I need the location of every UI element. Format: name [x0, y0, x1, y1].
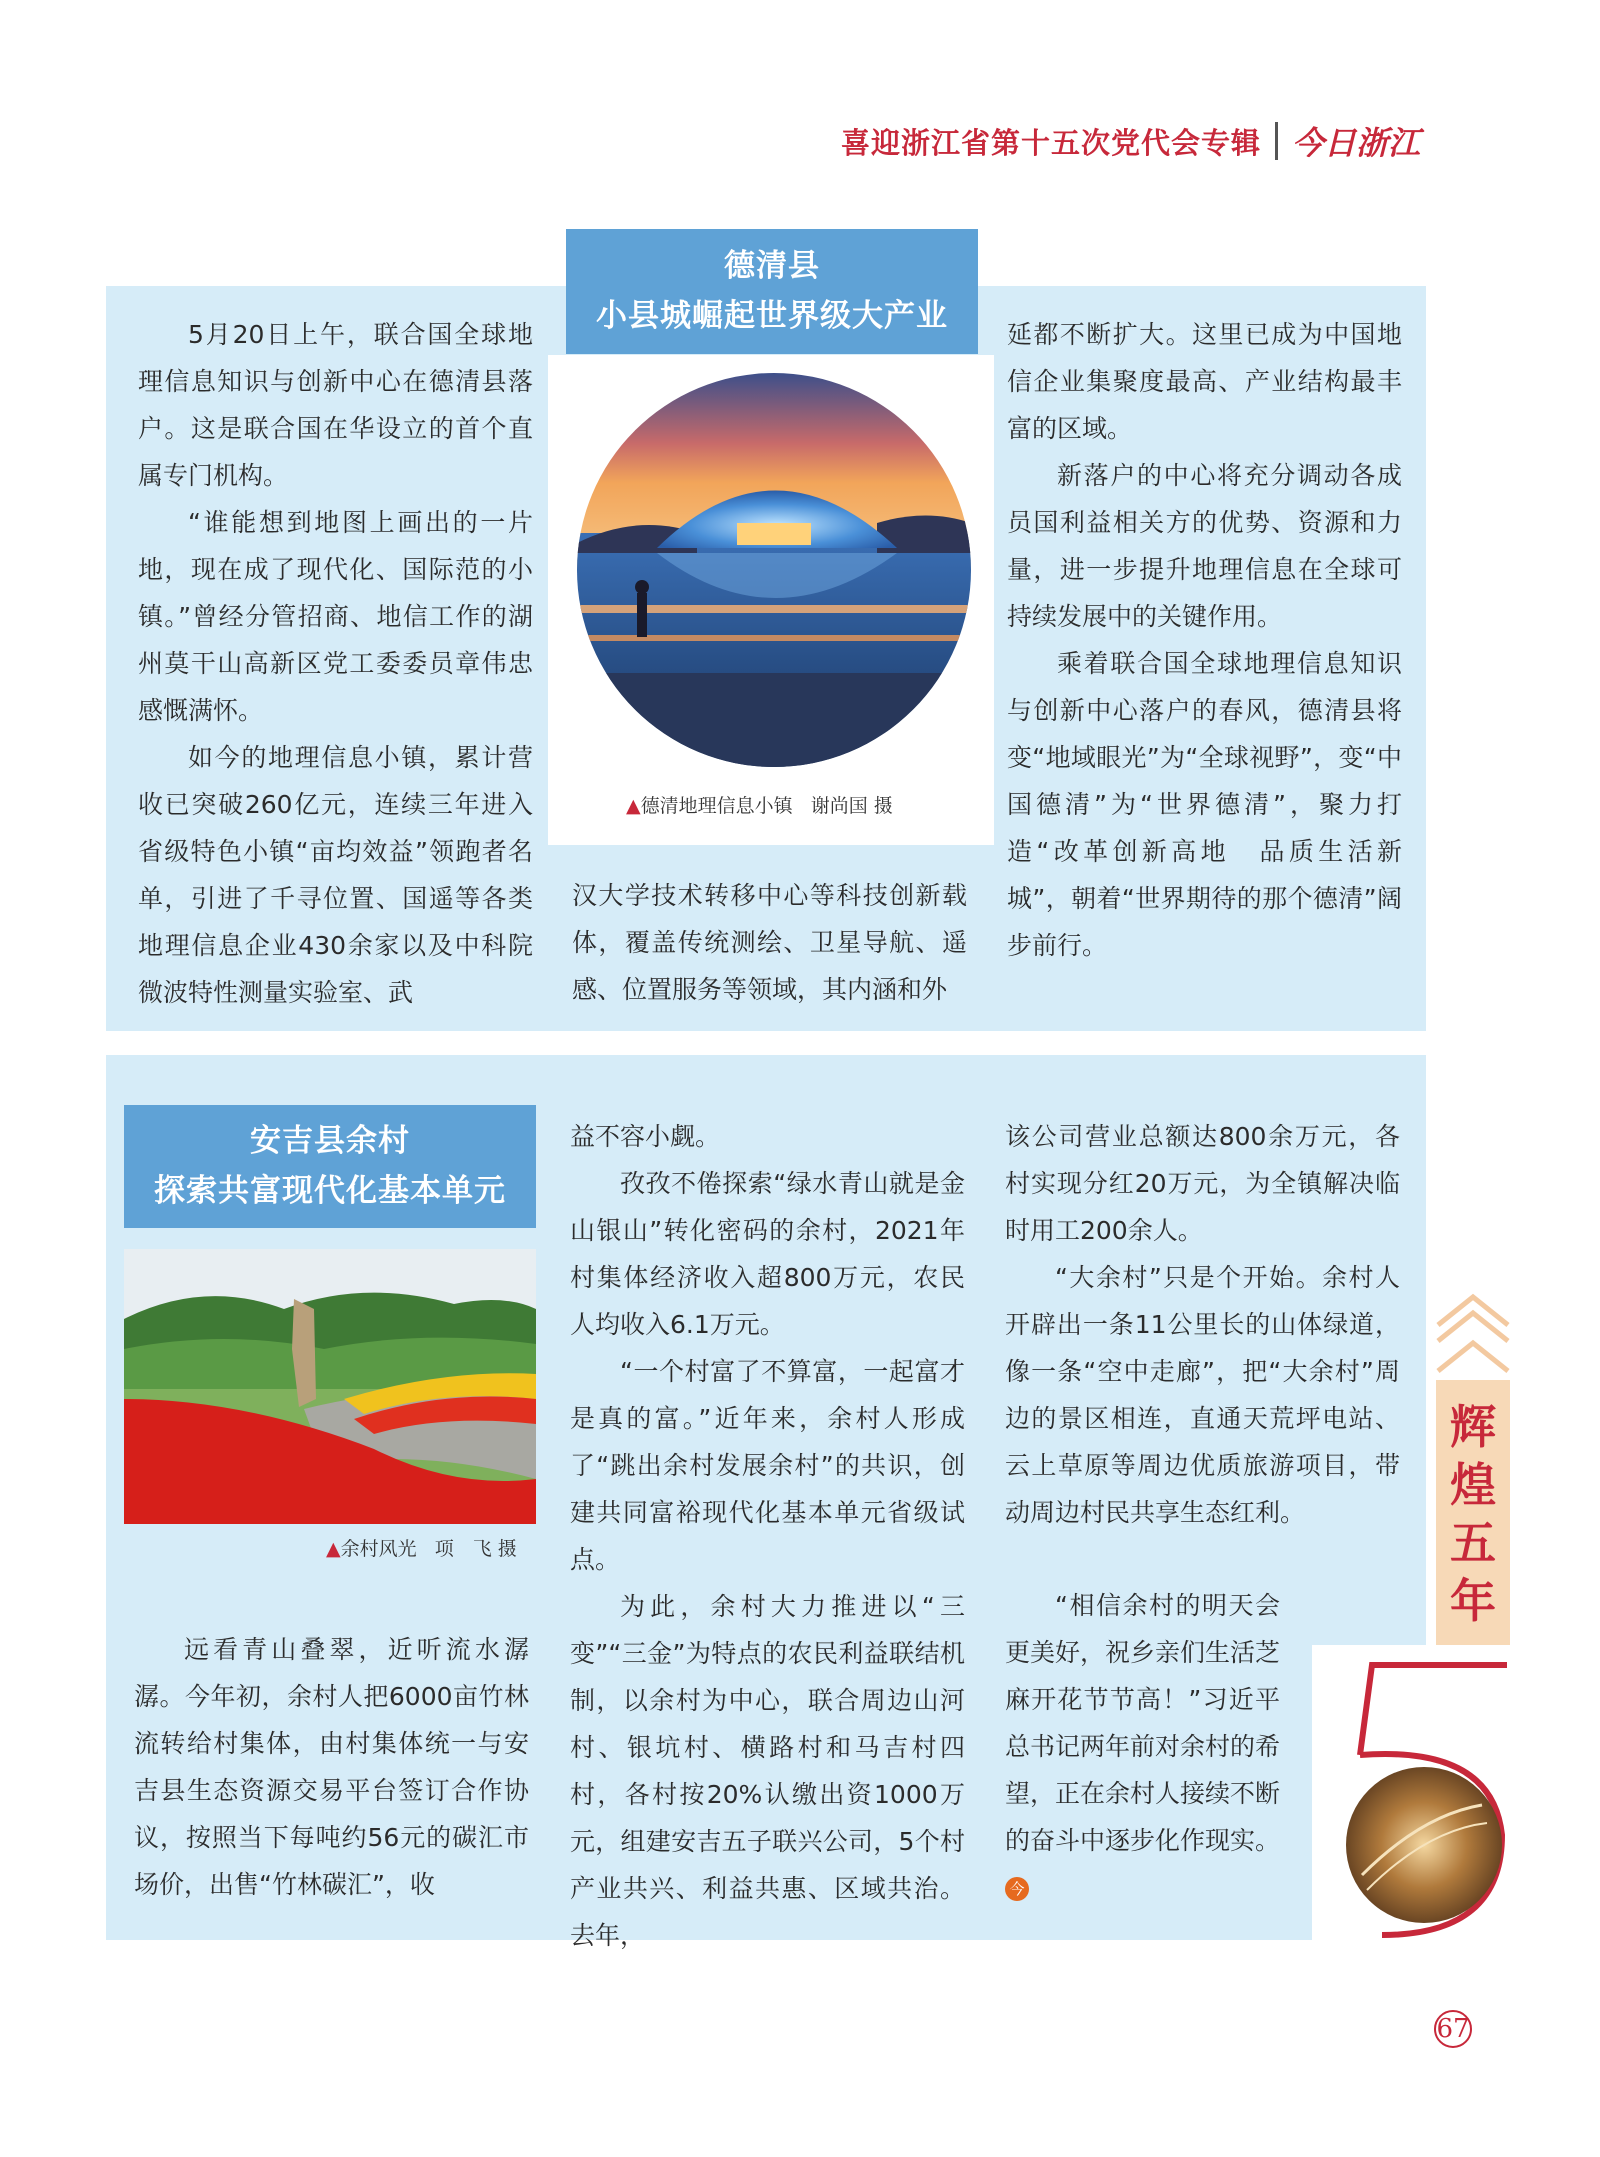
deqing-column-3: [1007, 311, 1402, 969]
yucun-column-1: [134, 1626, 529, 1908]
yucun-photo-caption: [326, 1534, 517, 1561]
deqing-photo-caption: [626, 791, 893, 818]
yucun-title-line1: 安吉县余村: [250, 1123, 410, 1159]
deqing-c3-para3: 乘着联合国全球地理信息知识与创新中心落户的春风，德清县将变“地域眼光”为“全球视野”，变“中国德清”为“世界德清”，聚力打造“改革创新高地 品质生活新城”，朝着“世界期待的那个德清”阔步前行。: [1007, 649, 1402, 960]
yucun-c2-para4: 为此，余村大力推进以“三变”“三金”为特点的农民利益联结机制，以余村为中心，联合周边山河村、银坑村、横路村和马吉村四村，各村按20%认缴出资1000万元，组建安吉五子联兴公司，5个村产业共兴、利益共惠、区域共治。去年，: [570, 1592, 965, 1950]
caption-triangle-icon: ▲: [326, 1538, 341, 1560]
side-tab: [1436, 1380, 1510, 1648]
page-header: [841, 118, 1420, 164]
deqing-photo-credit: 谢尚国 摄: [810, 795, 893, 817]
article-end-mark-icon: 今: [1005, 1877, 1029, 1901]
yucun-c2-para1: 益不容小觑。: [570, 1122, 721, 1151]
deqing-round-photo: [577, 373, 971, 767]
yucun-c3-para3: [1005, 1582, 1280, 1911]
double-chevron-up-icon: [1432, 1285, 1514, 1375]
yucun-title-line2: 探索共富现代化基本单元: [154, 1173, 506, 1209]
yucun-c3-para1: 该公司营业总额达800余万元，各村实现分红20万元，为全镇解决临时用工200余人。: [1005, 1122, 1400, 1245]
deqing-c3-para2: 新落户的中心将充分调动各成员国利益相关方的优势、资源和力量，进一步提升地理信息在全球可持续发展中的关键作用。: [1007, 461, 1402, 631]
yucun-c3-para3-text: “相信余村的明天会更美好，祝乡亲们生活芝麻开花节节高！”习近平总书记两年前对余村的希望，正在余村人接续不断的奋斗中逐步化作现实。: [1005, 1591, 1281, 1855]
deqing-c3-para1: 延都不断扩大。这里已成为中国地信企业集聚度最高、产业结构最丰富的区域。: [1007, 320, 1402, 443]
magazine-logo: 今日浙江: [1291, 124, 1420, 162]
yucun-c1-para1: 远看青山叠翠，近听流水潺潺。今年初，余村人把6000亩竹林流转给村集体，由村集体统一与安吉县生态资源交易平台签订合作协议，按照当下每吨约56元的碳汇市场价，出售“竹林碳汇”，收: [134, 1635, 529, 1899]
deqing-title-box: [566, 229, 978, 354]
yucun-title-box: [124, 1105, 536, 1228]
deqing-c1-para1: 5月20日上午，联合国全球地理信息知识与创新中心在德清县落户。这是联合国在华设立的首个直属专门机构。: [138, 320, 533, 490]
header-title: 喜迎浙江省第十五次党代会专辑: [840, 125, 1261, 160]
yucun-photo-credit: 项 飞 摄: [434, 1538, 517, 1560]
deqing-c1-para3: 如今的地理信息小镇，累计营收已突破260亿元，连续三年进入省级特色小镇“亩均效益”领跑者名单，引进了千寻位置、国遥等各类地理信息企业430余家以及中科院微波特性测量实验室、武: [138, 743, 533, 1007]
page-number: 67: [1434, 2010, 1472, 2048]
yucun-c2-para2: 孜孜不倦探索“绿水青山就是金山银山”转化密码的余村，2021年村集体经济收入超800万元，农民人均收入6.1万元。: [570, 1169, 965, 1339]
yucun-column-2: [570, 1113, 965, 1959]
deqing-title-line2: 小县城崛起世界级大产业: [596, 298, 948, 334]
header-divider: [1275, 122, 1278, 160]
yucun-village-photo: [124, 1249, 536, 1524]
deqing-c2-para1: 汉大学技术转移中心等科技创新载体，覆盖传统测绘、卫星导航、遥感、位置服务等领域，其内涵和外: [572, 881, 967, 1004]
deqing-title-line1: 德清县: [724, 248, 820, 284]
deqing-column-1: [138, 311, 533, 1016]
deqing-c1-para2: “谁能想到地图上画出的一片地，现在成了现代化、国际范的小镇。”曾经分管招商、地信工作的湖州莫干山高新区党工委委员章伟忠感慨满怀。: [138, 508, 533, 725]
yucun-caption-text: 余村风光: [340, 1538, 417, 1560]
caption-triangle-icon: ▲: [626, 795, 641, 817]
yucun-column-3-end: [1005, 1582, 1280, 1911]
yucun-c2-para3: “一个村富了不算富，一起富才是真的富。”近年来，余村人形成了“跳出余村发展余村”的共识，创建共同富裕现代化基本单元省级试点。: [570, 1357, 965, 1574]
yucun-column-3: [1005, 1113, 1400, 1536]
side-tab-text: 辉煌五年: [1450, 1400, 1496, 1628]
deqing-column-2: [572, 872, 967, 1013]
deqing-caption-text: 德清地理信息小镇: [640, 795, 793, 817]
decorative-five-emblem: [1312, 1645, 1522, 1945]
yucun-c3-para2: “大余村”只是个开始。余村人开辟出一条11公里长的山体绿道，像一条“空中走廊”，把“大余村”周边的景区相连，直通天荒坪电站、云上草原等周边优质旅游项目，带动周边村民共享生态红利。: [1005, 1263, 1400, 1527]
